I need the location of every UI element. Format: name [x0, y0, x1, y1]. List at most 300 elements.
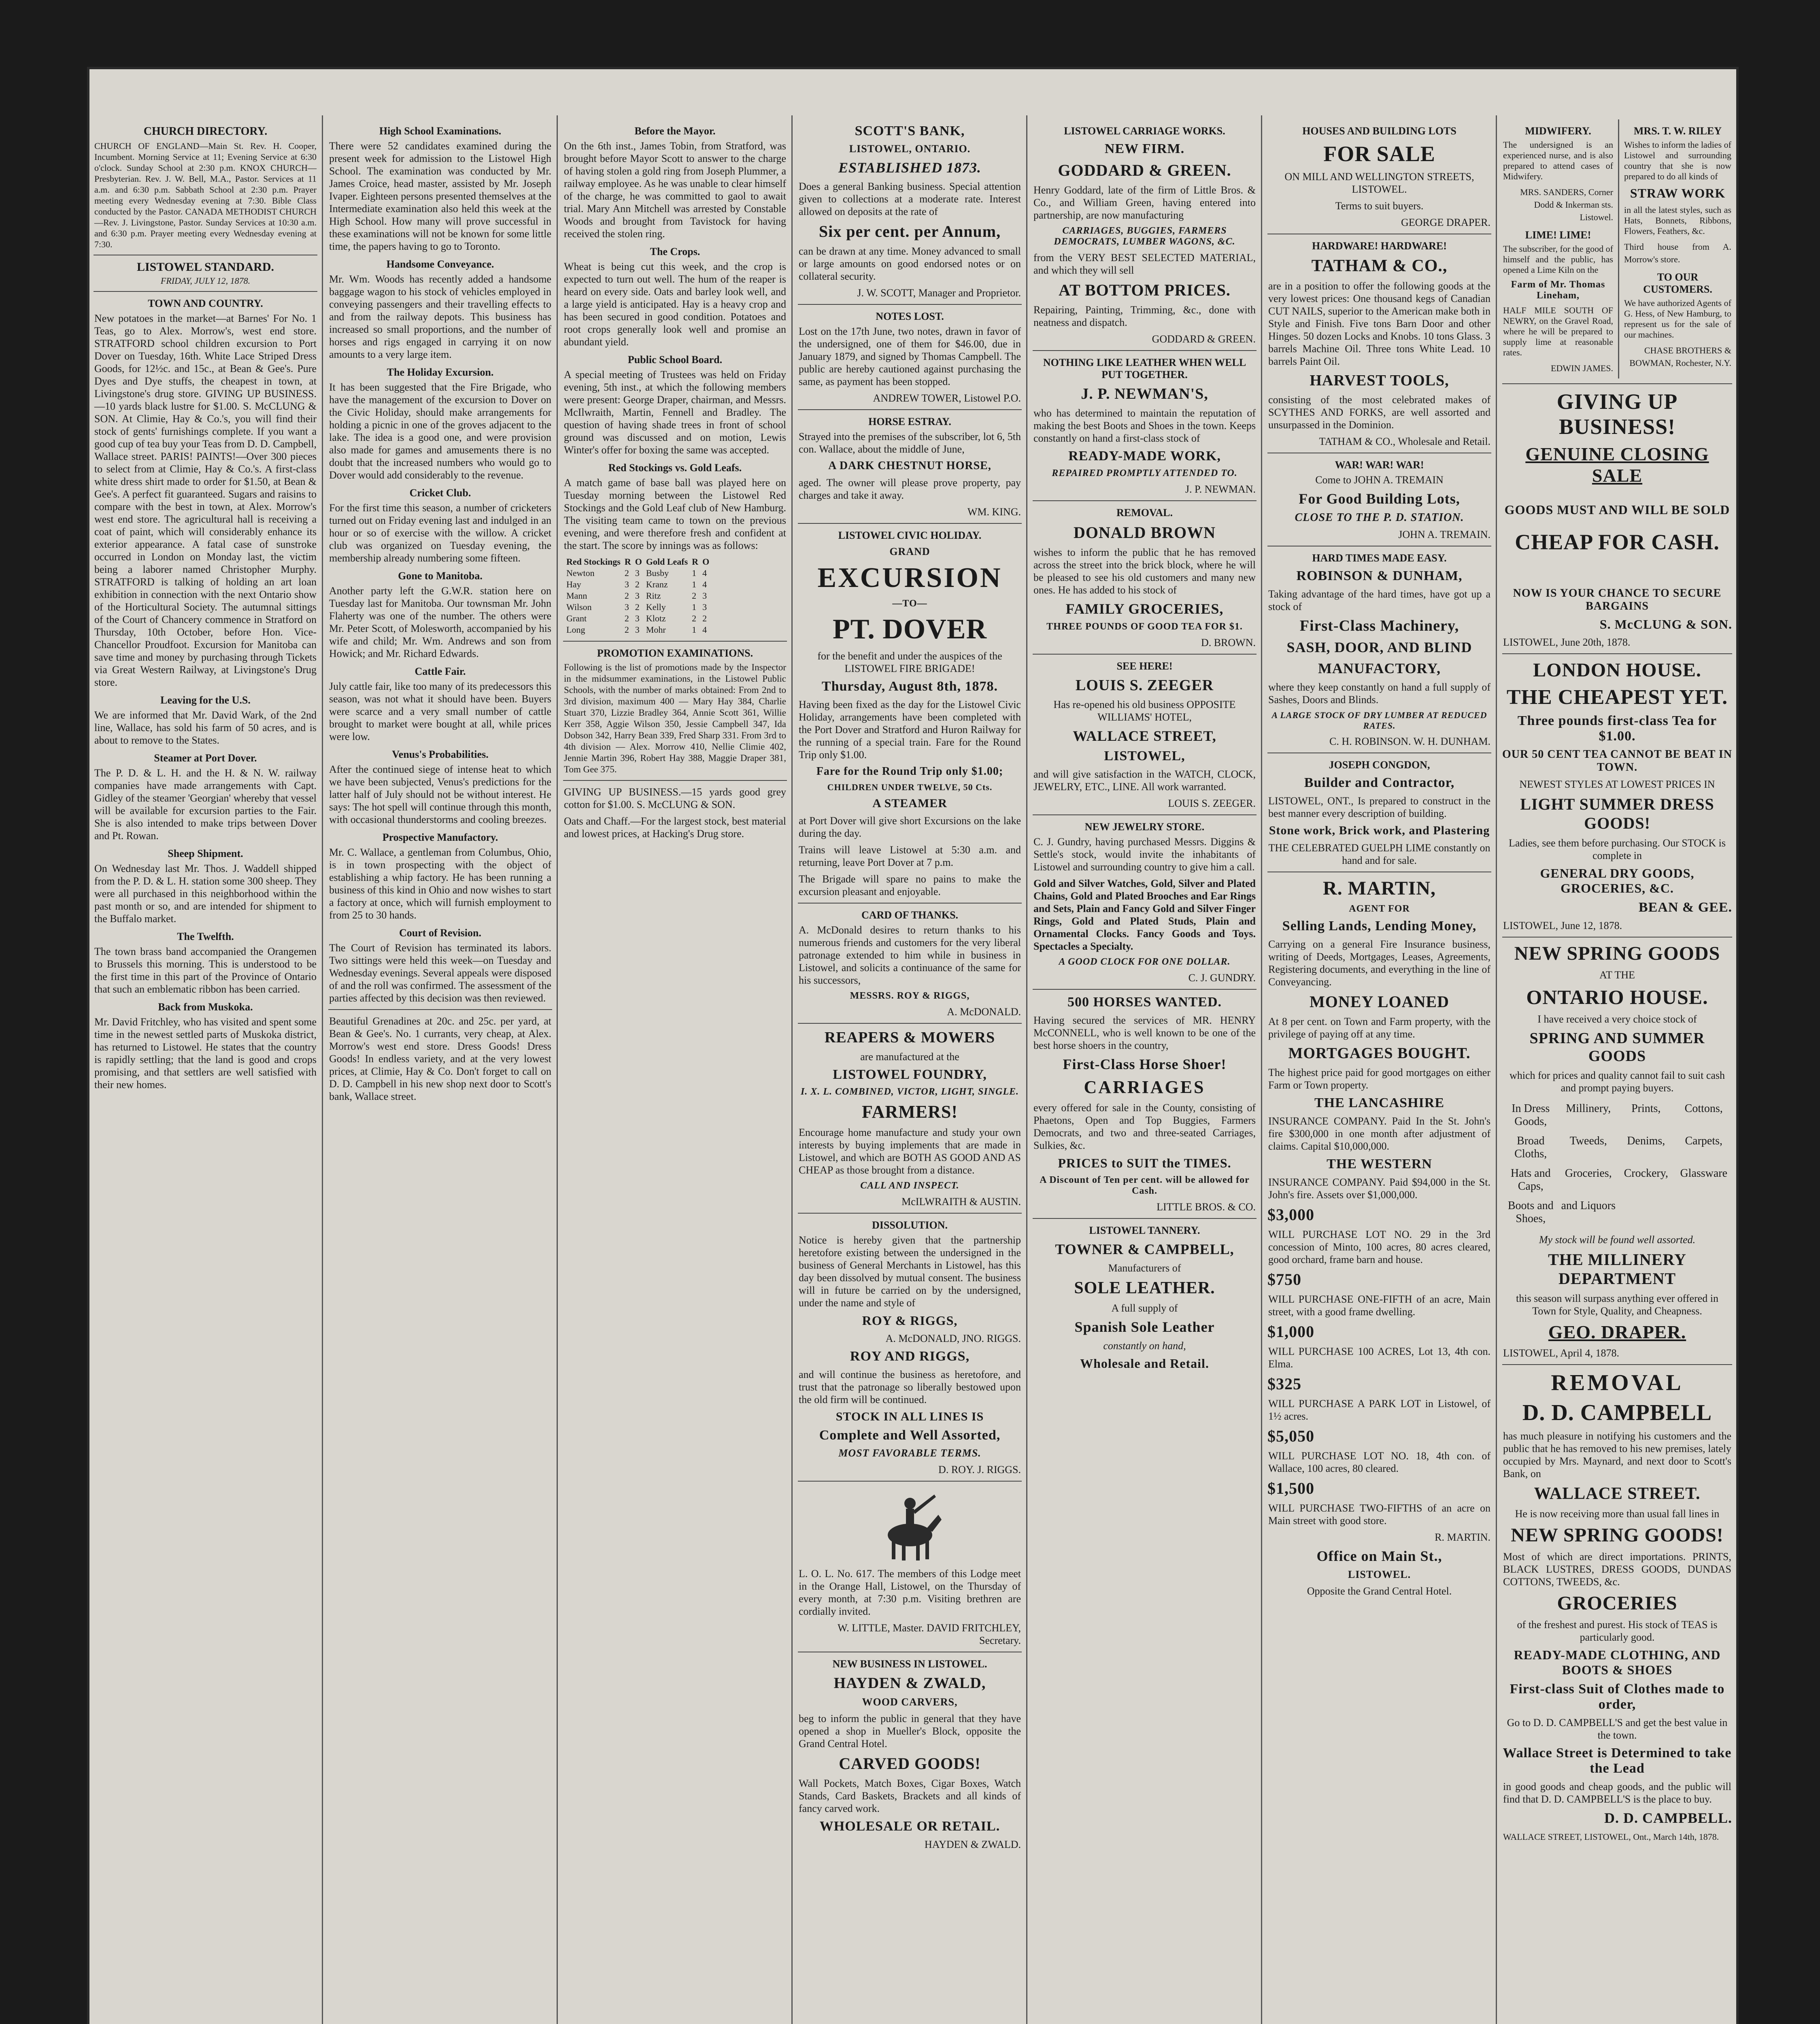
- column-6: [1265, 119, 1494, 2024]
- excursion-date: Thursday, August 8th, 1878.: [821, 679, 998, 694]
- ad-text: WILL PURCHASE A PARK LOT in Listowel, of 1½ acres.: [1268, 1398, 1490, 1422]
- article-heading: The Holiday Excursion.: [387, 366, 494, 378]
- ad-display-line: First-Class Horse Shoer!: [1063, 1056, 1227, 1072]
- score-cell: O: [702, 557, 710, 567]
- excursion-fare: Fare for the Round Trip only $1.00;: [816, 765, 1004, 778]
- ad-text: Go to D. D. CAMPBELL'S and get the best value in the town.: [1507, 1717, 1728, 1741]
- article-text: Mr. C. Wallace, a gentleman from Columbus, Ohio, is in town prospecting with the object of establishing a whip factory. He has been running a business of this kind in Ohio and now wishes to start a factory at once, which will furnish employment to from 25 to 30 hands.: [329, 846, 551, 921]
- ad-text: A full supply of: [1111, 1302, 1178, 1314]
- ad-text: Wall Pockets, Match Boxes, Cigar Boxes, Watch Stands, Card Baskets, Brackets and all kinds of fancy carved work.: [799, 1777, 1021, 1814]
- score-row: [565, 591, 711, 601]
- ad-display-line: Selling Lands, Lending Money,: [1282, 918, 1477, 933]
- ad-text: from the VERY BEST SELECTED MATERIAL, and which they will sell: [1033, 252, 1256, 276]
- ad-text: Having secured the services of MR. HENRY McCONNELL, who is well known to be one of the best horse shoers in the country,: [1033, 1014, 1256, 1051]
- goods-item: Prints,: [1631, 1102, 1661, 1115]
- ad-text: Lost on the 17th June, two notes, drawn in favor of the undersigned, one of them for $46.00, due in January 1879, and signed by Thomas Campbell. The public are hereby cautioned against purchasing the same, as payment has been stopped.: [799, 325, 1021, 387]
- ad-signature: C. H. ROBINSON. W. H. DUNHAM.: [1329, 736, 1490, 747]
- ad-signature: JOHN A. TREMAIN.: [1398, 529, 1490, 540]
- ad-text: Strayed into the premises of the subscriber, lot 6, 5th con. Wallace, about the middle of June,: [799, 431, 1021, 455]
- score-cell: 3: [702, 591, 707, 601]
- ad-display-line: For Good Building Lots,: [1299, 491, 1460, 507]
- ad-display-line: HAYDEN & ZWALD,: [833, 1675, 986, 1692]
- horseman-icon: [878, 1486, 942, 1563]
- score-row: [565, 602, 711, 612]
- ad-display-line: WALLACE STREET.: [1534, 1484, 1701, 1503]
- score-cell: Klotz: [646, 613, 666, 623]
- newspaper-page: [87, 67, 1739, 2024]
- article-text: The town brass band accompanied the Orangemen to Brussels this morning. This is understood to be the first time in this part of the Province of Ontario that such an emblematic ribbon has been carried.: [94, 946, 317, 995]
- score-cell: 2: [635, 579, 640, 589]
- column-1: [91, 119, 320, 2024]
- goods-item: Millinery,: [1566, 1102, 1611, 1115]
- ad-display-line: I. X. L. COMBINED, VICTOR, LIGHT, SINGLE.: [800, 1086, 1019, 1097]
- ad-display-line: WHOLESALE OR RETAIL.: [819, 1819, 1000, 1834]
- ad-display-line: CHILDREN UNDER TWELVE, 50 Cts.: [827, 782, 993, 792]
- ad-display-line: J. P. NEWMAN'S,: [1081, 385, 1208, 402]
- ad-text: this season will surpass anything ever offered in Town for Style, Quality, and Cheapness.: [1516, 1293, 1718, 1317]
- ad-display-line: TATHAM & CO.,: [1311, 257, 1448, 275]
- ad-text: where they keep constantly on hand a full supply of Sashes, Doors and Blinds.: [1268, 681, 1490, 706]
- ad-heading: NEW JEWELRY STORE.: [1084, 821, 1205, 833]
- ad-heading: NEW BUSINESS IN LISTOWEL.: [832, 1658, 987, 1670]
- ad-display-line: SASH, DOOR, AND BLIND: [1286, 639, 1472, 655]
- bank-place: LISTOWEL, ONTARIO.: [849, 143, 971, 155]
- divider: [798, 903, 1022, 904]
- ad-text: for the benefit and under the auspices of the LISTOWEL FIRE BRIGADE!: [817, 650, 1002, 674]
- score-cell: 2: [702, 613, 707, 623]
- goods-item: Boots and Shoes,: [1507, 1199, 1554, 1225]
- article-text: The P. D. & L. H. and the H. & N. W. railway companies have made arrangements with Capt. Gidley of the steamer 'Georgian' whereby that vessel will be available for excursion parties to the Fair. She is also intended to make trips between Dover and Pt. Rowan.: [94, 767, 317, 842]
- bank-text: Does a general Banking business. Special attention given to collections at a moderate rate. Interest allowed on deposits at the rate of: [799, 181, 1021, 217]
- score-cell: Newton: [566, 568, 595, 578]
- ad-text: The highest price paid for good mortgages on either Farm or Town property.: [1268, 1067, 1490, 1091]
- column-rule: [1026, 115, 1027, 2024]
- ad-display-line: ROY & RIGGS,: [862, 1313, 958, 1328]
- ad-text: at Port Dover will give short Excursions on the lake during the day.: [799, 815, 1021, 839]
- goods-item: Crockery,: [1624, 1167, 1668, 1180]
- goods-item: Cottons,: [1684, 1102, 1723, 1115]
- ad-display-line: CALL AND INSPECT.: [860, 1180, 959, 1191]
- price-tag: $3,000: [1267, 1205, 1314, 1224]
- article-heading: High School Examinations.: [379, 125, 502, 137]
- article-heading: The Twelfth.: [177, 931, 234, 942]
- ad-heading: HORSE ESTRAY.: [868, 416, 951, 427]
- ad-display-line: LIGHT SUMMER DRESS GOODS!: [1520, 795, 1714, 832]
- score-cell: 4: [702, 579, 707, 589]
- article-text: There were 52 candidates examined during the present week for admission to the Listowel High School. The examination was conducted by Mr. James Croice, head master, assisted by Mr. Joseph Ivaper. Eighteen persons presented themselves at the Intermediate examination also held this week at the High School. How many will prove successful in these examinations will not be known for some little time, the papers having to go to Toronto.: [329, 140, 551, 252]
- article-text: It has been suggested that the Fire Brigade, who have the management of the excursion to Dover on the Civic Holiday, should make arrangements for holding a picnic in one of the groves adjacent to the lake. The idea is a good one, and were provision also made for games and amusements there is no doubt that the increased numbers who would go to Dover would add considerably to the revenue.: [329, 381, 551, 481]
- ad-text: WILL PURCHASE ONE-FIFTH of an acre, Main street, with a good frame dwelling.: [1268, 1293, 1490, 1318]
- ad-text: Third house from A. Morrow's store.: [1624, 242, 1731, 264]
- ad-display-line: LOUIS S. ZEEGER: [1075, 677, 1214, 694]
- ad-text: NEWEST STYLES AT LOWEST PRICES IN: [1519, 778, 1715, 790]
- score-row: [565, 557, 711, 567]
- score-cell: 4: [702, 568, 707, 578]
- ad-signature: MRS. SANDERS, Corner Dodd & Inkerman sts. Listowel.: [1520, 187, 1613, 222]
- ad-signature: ANDREW TOWER, Listowel P.O.: [873, 392, 1021, 404]
- ad-text: of the freshest and purest. His stock of TEAS is particularly good.: [1517, 1619, 1718, 1643]
- local-ads-text: Beautiful Grenadines at 20c. and 25c. per yard, at Bean & Gee's. No. 1 currants, very cheap, at Alex. Morrow's west end store. Dress Goods! Dress Goods! In endless variety, and at the very lowest prices, at Climie, Hay & Co. Don't forget to call on D. D. Campbell in his new shop next door to Scott's bank, Wallace street.: [329, 1015, 551, 1102]
- article-text: Mr. David Fritchley, who has visited and spent some time in the newest settled parts of Muskoka district, has returned to Listowel. He states that the country is rapidly settling; that the land is good and crops promising, and that settlers are well satisfied with their new homes.: [94, 1016, 317, 1091]
- ad-text: who has determined to maintain the reputation of making the best Boots and Shoes in the town. Keeps constantly on hand a first-class stock of: [1033, 407, 1256, 444]
- divider: [1502, 653, 1732, 654]
- bank-title: SCOTT'S BANK,: [855, 123, 965, 138]
- ad-display-line: R. MARTIN,: [1323, 878, 1436, 899]
- local-ad: Oats and Chaff.—For the largest stock, best material and lowest prices, at Hacking's Drug store.: [564, 815, 786, 840]
- ad-display-line: Office on Main St.,: [1316, 1548, 1442, 1564]
- promotion-text: Following is the list of promotions made by the Inspector in the midsummer examinations, in the Listowel Public Schools, with the number of marks obtained: From 2nd to 3rd division, maximum 400 — Mary Hay 384, Charlie Stuart 370, Lizzie Bradley 364, Annie Scott 361, Willie Kerr 358, Aggie Wilson 350, Jessie Campbell 347, Ida Dobson 342, Harry Bean 339, Fred Sharp 331. From 3rd to 4th division — Alex. Morrow 410, Nellie Climie 402, Jennie Martin 396, Robert Hay 388, Maggie Draper 381, Tom Gee 375.: [564, 662, 786, 774]
- ad-display-line: WOOD CARVERS,: [862, 1696, 958, 1708]
- article-text: After the continued siege of intense heat to which we have been subjected, Venus's predictions for the latter half of July should not be without interest. He says: The hot spell will continue through this month, with occasional thunderstorms and cooling breezes.: [329, 763, 551, 825]
- church-heading: CHURCH DIRECTORY.: [143, 125, 268, 138]
- ad-display-line: GEO. DRAPER.: [1548, 1322, 1686, 1342]
- goods-item: Glassware: [1680, 1167, 1728, 1180]
- article-heading: Prospective Manufactory.: [382, 831, 498, 843]
- price-tag: $1,500: [1267, 1479, 1314, 1497]
- ad-text: which for prices and quality cannot fail to suit cash and prompt paying buyers.: [1509, 1069, 1725, 1094]
- score-row: [565, 613, 711, 624]
- divider: [563, 641, 787, 642]
- goods-item: Carpets,: [1685, 1135, 1723, 1147]
- ad-display-line: THE CHEAPEST YET.: [1506, 686, 1728, 709]
- column-rule: [791, 115, 793, 2024]
- ad-text: Having been fixed as the day for the Listowel Civic Holiday, arrangements have been completed with the Port Dover and Stratford and Huron Railway for the running of a special train. Fare for the Round Trip only $1.00.: [799, 699, 1021, 761]
- bank-established: ESTABLISHED 1873.: [838, 159, 982, 176]
- ad-display-line: TOWNER & CAMPBELL,: [1055, 1241, 1234, 1257]
- score-cell: Wilson: [566, 602, 592, 612]
- article-heading: Back from Muskoka.: [158, 1001, 253, 1013]
- ad-text: and will give satisfaction in the WATCH, CLOCK, JEWELRY, ETC., LINE. All work warranted.: [1033, 768, 1256, 793]
- article-heading: Venus's Probabilities.: [392, 748, 489, 760]
- dateline: FRIDAY, JULY 12, 1878.: [160, 276, 251, 286]
- ad-display-line: STRAW WORK: [1630, 186, 1726, 200]
- article-text: On Wednesday last Mr. Thos. J. Waddell shipped from the P. D. & L. H. station some 300 sheep. They were all purchased in this neighborhood within the past month or so, and are intended for shipment to the Buffalo market.: [94, 863, 317, 925]
- ad-text: Repairing, Painting, Trimming, &c., done with neatness and dispatch.: [1033, 304, 1256, 328]
- ad-display-line: FARMERS!: [862, 1102, 958, 1122]
- divider: [1033, 989, 1257, 990]
- column-7: [1500, 119, 1735, 2024]
- top-small-ads: [1500, 119, 1735, 378]
- score-cell: 1: [692, 625, 697, 635]
- ad-heading: NOTES LOST.: [876, 310, 944, 322]
- article-heading: Gone to Manitoba.: [398, 570, 483, 582]
- ad-text: every offered for sale in the County, consisting of Phaetons, Open and Top Buggies, Farmers Democrats, and two and three-seated Carriages, Sulkies, &c.: [1033, 1102, 1256, 1151]
- article-text: July cattle fair, like too many of its predecessors this season, was not what it should have been. Buyers were scarce and a very small number of cattle brought to market were bought at all, while prices were low.: [329, 680, 551, 742]
- ad-display-line: Spanish Sole Leather: [1074, 1319, 1215, 1335]
- score-cell: 3: [635, 613, 640, 623]
- score-cell: Grant: [566, 613, 587, 623]
- ad-signature: GODDARD & GREEN.: [1152, 333, 1256, 345]
- ad-text: consisting of the most celebrated makes of SCYTHES AND FORKS, are well assorted and unsurpassed in the Dominion.: [1268, 394, 1490, 431]
- article-heading: Leaving for the U.S.: [160, 694, 251, 706]
- ad-text: Carrying on a general Fire Insurance business, writing of Deeds, Mortgages, Leases, Agreements, Registering documents, and everything in the line of Conveyancing.: [1268, 938, 1490, 988]
- ad-text: We have authorized Agents of G. Hess, of New Hamburg, to represent us for the sale of our machines.: [1624, 298, 1731, 340]
- article-heading: Cattle Fair.: [415, 665, 466, 677]
- ad-signature: A. McDONALD.: [947, 1006, 1021, 1018]
- score-cell: Busby: [646, 568, 669, 578]
- score-cell: 2: [692, 591, 697, 601]
- ad-heading: LISTOWEL CIVIC HOLIDAY.: [838, 529, 982, 541]
- score-row: [565, 579, 711, 590]
- ad-text: INSURANCE COMPANY. Paid In the St. John's fire $300,000 in one month after adjustment of claims. Capital $10,000,000.: [1268, 1115, 1490, 1152]
- ad-display-line: HARVEST TOOLS,: [1310, 372, 1449, 389]
- ad-text: and will continue the business as heretofore, and trust that the patronage so liberally bestowed upon the old firm will be continued.: [799, 1369, 1021, 1405]
- score-cell: 4: [702, 625, 707, 635]
- article-heading: Steamer at Port Dover.: [154, 752, 257, 764]
- article-heading: Public School Board.: [627, 354, 723, 366]
- ad-display-line: GODDARD & GREEN.: [1058, 161, 1231, 179]
- ad-signature: J. P. NEWMAN.: [1185, 483, 1256, 495]
- ad-display-line: GENUINE CLOSING SALE: [1525, 444, 1709, 486]
- ad-display-line: STOCK IN ALL LINES IS: [836, 1410, 984, 1423]
- ad-display-line: ONTARIO HOUSE.: [1526, 986, 1708, 1008]
- ad-signature: WM. KING.: [967, 506, 1021, 518]
- article-heading: Cricket Club.: [409, 487, 471, 499]
- ad-display-line: A GOOD CLOCK FOR ONE DOLLAR.: [1059, 957, 1231, 967]
- ad-display-line: OUR 50 CENT TEA CANNOT BE BEAT IN TOWN.: [1502, 748, 1732, 774]
- score-cell: O: [635, 557, 642, 567]
- divider: [1033, 500, 1257, 501]
- ad-display-line: LISTOWEL,: [1104, 748, 1185, 763]
- ad-heading: TO OUR CUSTOMERS.: [1643, 271, 1712, 295]
- ad-display-line: NEW SPRING GOODS!: [1511, 1524, 1724, 1546]
- divider: [798, 523, 1022, 524]
- ad-text: Opposite the Grand Central Hotel.: [1307, 1585, 1452, 1597]
- ad-signature: CHASE BROTHERS & BOWMAN, Rochester, N.Y.: [1629, 345, 1731, 368]
- article-heading: Before the Mayor.: [634, 125, 716, 137]
- ad-text: Notice is hereby given that the partnership heretofore existing between the undersigned in the business of General Merchants in Listowel, has this day been dissolved by mutual consent. The business will in future be carried on by the undersigned, under the name and style of: [799, 1234, 1021, 1309]
- score-cell: 2: [624, 625, 629, 635]
- ad-date: LISTOWEL, June 20th, 1878.: [1503, 636, 1631, 648]
- column-rule: [322, 115, 323, 2024]
- ad-display-line: MANUFACTORY,: [1318, 660, 1441, 676]
- ad-text: are manufactured at the: [860, 1051, 959, 1063]
- ad-display-line: S. McCLUNG & SON.: [1599, 617, 1732, 631]
- ad-text: WILL PURCHASE LOT NO. 18, 4th con. of Wallace, 100 acres, 80 cleared.: [1268, 1450, 1490, 1474]
- score-cell: 2: [624, 613, 629, 623]
- column-4: [795, 119, 1024, 2024]
- score-cell: 2: [624, 568, 629, 578]
- foundry-name: LISTOWEL FOUNDRY,: [833, 1067, 987, 1082]
- divider: [1033, 1218, 1257, 1219]
- ad-text: Gold and Silver Watches, Gold, Silver and Plated Chains, Gold and Plated Brooches and Ear Rings and Sets, Plain and Fancy Gold and Silver Finger Rings, Gold and Plated Studs, Plain and Ornamental Clocks. Fancy Goods and Toys. Spectacles a Specialty.: [1033, 878, 1256, 952]
- ad-display-line: Three pounds first-class Tea for $1.00.: [1517, 713, 1717, 744]
- excursion-title: EXCURSION: [817, 562, 1002, 593]
- article-heading: Handsome Conveyance.: [386, 258, 494, 270]
- ad-signature: HAYDEN & ZWALD.: [924, 1839, 1021, 1850]
- divider: [798, 1213, 1022, 1214]
- ad-heading: HOUSES AND BUILDING LOTS: [1302, 125, 1456, 137]
- ad-display-line: 500 HORSES WANTED.: [1067, 995, 1222, 1010]
- masthead: LISTOWEL STANDARD.: [137, 260, 274, 274]
- ad-text: HALF MILE SOUTH OF NEWRY, on the Gravel Road, where he will be prepared to supply lime at reasonable rates.: [1503, 305, 1613, 357]
- ad-display-line: NEW SPRING GOODS: [1514, 943, 1720, 964]
- price-tag: $325: [1267, 1375, 1301, 1393]
- score-cell: 3: [635, 591, 640, 601]
- ad-text: LISTOWEL, ONT., Is prepared to construct in the best manner every description of building.: [1268, 795, 1490, 819]
- ad-text: My stock will be found well assorted.: [1539, 1234, 1696, 1246]
- ad-display-line: CARRIAGES, BUGGIES, FARMERS DEMOCRATS, LUMBER WAGONS, &C.: [1054, 225, 1235, 247]
- ad-heading: NOTHING LIKE LEATHER WHEN WELL PUT TOGETHER.: [1043, 357, 1246, 381]
- ad-signature: LOUIS S. ZEEGER.: [1168, 797, 1256, 809]
- ad-text: The undersigned is an experienced nurse, and is also prepared to attend cases of Midwifery.: [1503, 140, 1613, 181]
- score-cell: Ritz: [646, 591, 661, 601]
- ad-text: Henry Goddard, late of the firm of Little Bros. & Co., and William Green, having entered into partnership, are now manufacturing: [1033, 184, 1256, 221]
- ad-display-line: NOW IS YOUR CHANCE TO SECURE BARGAINS: [1513, 587, 1722, 612]
- ad-display-line: GENERAL DRY GOODS, GROCERIES, &C.: [1540, 866, 1695, 895]
- score-cell: 1: [692, 579, 697, 589]
- ad-signature: GEORGE DRAPER.: [1401, 217, 1490, 228]
- ad-text: At 8 per cent. on Town and Farm property, with the privilege of paying off at any time.: [1268, 1016, 1490, 1040]
- ad-display-line: THE LANCASHIRE: [1314, 1095, 1444, 1110]
- ad-signature: D. ROY. J. RIGGS.: [938, 1464, 1021, 1475]
- ad-text: Taking advantage of the hard times, have got up a stock of: [1268, 588, 1490, 612]
- ad-display-line: LONDON HOUSE.: [1533, 659, 1701, 681]
- ad-text: Encourage home manufacture and study your own interests by buying implements that are made in Listowel, and which are BOTH AS GOOD AND AS CHEAP as those brought from a distance.: [799, 1127, 1021, 1176]
- ad-display-line: AT BOTTOM PRICES.: [1059, 281, 1231, 299]
- lodge-text: L. O. L. No. 617. The members of this Lodge meet in the Orange Hall, Listowel, on the Thursday of every month, at 7:30 p.m. Visiting brethren are cordially invited.: [799, 1568, 1021, 1617]
- ad-heading: LIME! LIME!: [1525, 229, 1591, 241]
- ad-display-line: GRAND: [889, 546, 930, 557]
- score-cell: R: [692, 557, 699, 567]
- ad-text: beg to inform the public in general that they have opened a shop in Mueller's Block, opposite the Grand Central Hotel.: [799, 1713, 1021, 1750]
- promotion-heading: PROMOTION EXAMINATIONS.: [597, 647, 753, 659]
- ad-heading: HARD TIMES MADE EASY.: [1312, 552, 1447, 564]
- ad-text: The Brigade will spare no pains to make the excursion pleasant and enjoyable.: [799, 873, 1021, 897]
- article-heading: Court of Revision.: [399, 927, 481, 939]
- ad-display-line: MOST FAVORABLE TERMS.: [838, 1447, 981, 1459]
- ad-display-line: THE MILLINERY DEPARTMENT: [1548, 1250, 1686, 1288]
- town-heading: TOWN AND COUNTRY.: [148, 298, 263, 309]
- article-text: On the 6th inst., James Tobin, from Stratford, was brought before Mayor Scott to answer to the charge of having stolen a gold ring from Joseph Plummer, a railway employee. As he was unable to clear himself of the charge, he was committed to gaol to await trial. Mary Ann Mitchell was arrested by Constable Woods and brought from Tavistock for having received the stolen ring.: [564, 140, 786, 240]
- ad-signature: LITTLE BROS. & CO.: [1157, 1201, 1256, 1213]
- divider: [1033, 814, 1257, 815]
- goods-item: In Dress Goods,: [1512, 1102, 1550, 1128]
- ad-display-line: NEW FIRM.: [1104, 141, 1185, 156]
- divider: [1033, 350, 1257, 351]
- ad-text: constantly on hand,: [1103, 1340, 1186, 1352]
- excursion-destination: PT. DOVER: [832, 614, 987, 645]
- ad-text: are in a position to offer the following goods at the very lowest prices: One thousand kegs of Canadian CUT NAILS, superior to the American make both in Style and Finish. Five tons Barn Door and other Hinges. 50 dozen Locks and Knobs. 10 tons Glass. 3 barrels Machine Oil. Three tons White Lead. 10 barrels Paint Oil.: [1268, 280, 1490, 367]
- ad-display-line: REPAIRED PROMPTLY ATTENDED TO.: [1052, 468, 1237, 478]
- ad-text: aged. The owner will please prove property, pay charges and take it away.: [799, 477, 1021, 501]
- ad-date: LISTOWEL, June 12, 1878.: [1503, 920, 1622, 931]
- bank-text: can be drawn at any time. Money advanced to small or large amounts on good endorsed notes or on collateral security.: [799, 245, 1021, 282]
- ad-date: WALLACE STREET, LISTOWEL, Ont., March 14th, 1878.: [1503, 1832, 1719, 1842]
- ad-display-line: ROBINSON & DUNHAM,: [1296, 568, 1463, 583]
- score-cell: Mohr: [646, 625, 666, 635]
- goods-item: Denims,: [1627, 1135, 1665, 1147]
- ad-display-line: Builder and Contractor,: [1304, 775, 1455, 790]
- ad-display-line: A LARGE STOCK OF DRY LUMBER AT REDUCED RATES.: [1271, 710, 1487, 731]
- goods-item: Hats and Caps,: [1510, 1167, 1551, 1193]
- article-text: Mr. Wm. Woods has recently added a handsome baggage wagon to his stock of vehicles employed in conveying passengers and their travelling effects to and from the railway depots. This business has increased so small proportions, and the number of horses and rigs engaged in carrying it on now amounts to a very large item.: [329, 273, 551, 360]
- score-cell: 3: [624, 602, 629, 612]
- ad-text: Wishes to inform the ladies of Listowel and surrounding country that she is now prepared to do all kinds of: [1624, 140, 1731, 181]
- ad-display-line: D. D. CAMPBELL: [1522, 1400, 1712, 1425]
- ad-display-line: MONEY LOANED: [1310, 993, 1449, 1011]
- ad-display-line: READY-MADE WORK,: [1068, 449, 1221, 463]
- ad-display-line: ROY AND RIGGS,: [850, 1349, 970, 1364]
- score-cell: 2: [692, 613, 697, 623]
- ad-display-line: LISTOWEL.: [1348, 1569, 1411, 1580]
- divider: [798, 304, 1022, 305]
- ad-display-line: CHEAP FOR CASH.: [1515, 530, 1720, 554]
- ad-display-line: CARVED GOODS!: [839, 1754, 981, 1773]
- ad-heading: CARD OF THANKS.: [861, 909, 959, 921]
- article-heading: The Crops.: [650, 246, 700, 257]
- ad-text: WILL PURCHASE TWO-FIFTHS of an acre on Main street with good store.: [1268, 1502, 1490, 1527]
- ad-text: in good goods and cheap goods, and the public will find that D. D. CAMPBELL'S is the place to buy.: [1503, 1781, 1731, 1805]
- ad-display-line: BEAN & GEE.: [1638, 900, 1732, 915]
- divider: [563, 780, 787, 781]
- ad-display-line: CLOSE TO THE P. D. STATION.: [1295, 511, 1464, 524]
- reapers-title: REAPERS & MOWERS: [824, 1029, 995, 1046]
- ad-display-line: CARRIAGES: [1084, 1077, 1206, 1097]
- article-text: Wheat is being cut this week, and the crop is expected to turn out well. The hum of the reaper is heard on every side. Oats and barley look well, and a large yield is anticipated. Hay is a heavy crop and has been secured in good condition. Potatoes and root crops generally look well and promise an abundant yield.: [564, 261, 786, 348]
- ad-heading: WAR! WAR! WAR!: [1335, 459, 1424, 471]
- score-cell: 3: [635, 625, 640, 635]
- ad-text: WILL PURCHASE LOT NO. 29 in the 3rd concession of Minto, 100 acres, 80 acres cleared, good orchard, frame barn and house.: [1268, 1229, 1490, 1265]
- ad-display-line: Wholesale and Retail.: [1080, 1356, 1209, 1371]
- score-cell: Red Stockings: [566, 557, 621, 567]
- local-ad: GIVING UP BUSINESS.—15 yards good grey cotton for $1.00. S. McCLUNG & SON.: [564, 786, 786, 810]
- score-cell: 2: [635, 602, 640, 612]
- score-cell: 1: [692, 568, 697, 578]
- article-text: A match game of base ball was played here on Tuesday morning between the Listowel Red Stockings and the Gold Leaf club of New Hamburg. The visiting team came to town on the previous evening, and were therefore fresh and confident at the start. The score by innings was as follows:: [564, 477, 786, 551]
- ad-text: Most of which are direct importations. PRINTS, BLACK LUSTRES, DRESS GOODS, DUNDAS COTTONS, TWEEDS, &c.: [1503, 1551, 1731, 1588]
- ad-display-line: Wallace Street is Determined to take the Lead: [1503, 1745, 1732, 1776]
- ad-heading: LISTOWEL TANNERY.: [1089, 1225, 1200, 1236]
- score-cell: Kranz: [646, 579, 668, 589]
- divider: [1502, 937, 1732, 938]
- ad-text: Terms to suit buyers.: [1335, 200, 1424, 212]
- ad-text: THE CELEBRATED GUELPH LIME constantly on hand and for sale.: [1268, 842, 1490, 866]
- column-rule: [557, 115, 558, 2024]
- ad-display-line: A DARK CHESTNUT HORSE,: [828, 459, 991, 472]
- ad-display-line: Stone work, Brick work, and Plastering: [1269, 824, 1490, 837]
- ad-display-line: Complete and Well Assorted,: [819, 1428, 1001, 1443]
- ad-text: Come to JOHN A. TREMAIN: [1315, 474, 1444, 486]
- ad-text: I have received a very choice stock of: [1537, 1013, 1697, 1025]
- ad-display-line: First-class Suit of Clothes made to order,: [1510, 1682, 1725, 1712]
- ad-signature: TATHAM & CO., Wholesale and Retail.: [1319, 436, 1490, 447]
- ad-display-line: D. D. CAMPBELL.: [1604, 1810, 1732, 1826]
- price-tag: $1,000: [1267, 1322, 1314, 1341]
- score-cell: 3: [624, 579, 629, 589]
- ad-heading: HARDWARE! HARDWARE!: [1312, 240, 1447, 252]
- ad-signature: A. McDONALD, JNO. RIGGS.: [885, 1333, 1021, 1344]
- score-row: [565, 568, 711, 578]
- ad-text: AT THE: [1599, 969, 1635, 981]
- ad-display-line: A STEAMER: [872, 797, 947, 810]
- ad-display-line: MORTGAGES BOUGHT.: [1288, 1045, 1471, 1062]
- ad-text: Trains will leave Listowel at 5:30 a.m. and returning, leave Port Dover at 7 p.m.: [799, 844, 1021, 868]
- column-rule: [1261, 115, 1262, 2024]
- church-text: CHURCH OF ENGLAND—Main St. Rev. H. Cooper, Incumbent. Morning Service at 11; Evening Service at 6:30 o'clock. Sunday School at 2:30 p.m. KNOX CHURCH—Presbyterian. Rev. J. W. Bell, M.A., Pastor. Services at 11 a.m. and 6:30 p.m. Sabbath School at 2:30 p.m. Prayer meeting every Wednesday evening at 7:30. Bible Class conducted by the Pastor. CANADA METHODIST CHURCH—Rev. J. Livingstone, Pastor. Sunday Services at 10:30 a.m. and 6:30 p.m. Prayer meeting every Wednesday evening at 7:30.: [94, 141, 317, 249]
- score-cell: Hay: [566, 579, 581, 589]
- goods-item: Tweeds,: [1569, 1135, 1607, 1147]
- goods-item: Broad Cloths,: [1514, 1135, 1547, 1160]
- ad-display-line: PRICES to SUIT the TIMES.: [1058, 1156, 1231, 1170]
- score-cell: 2: [624, 591, 629, 601]
- column-2: [326, 119, 555, 2024]
- ad-date: LISTOWEL, April 4, 1878.: [1503, 1347, 1619, 1359]
- goods-item: Groceries,: [1565, 1167, 1612, 1180]
- ad-text: INSURANCE COMPANY. Paid $94,000 in the St. John's fire. Assets over $1,000,000.: [1268, 1176, 1490, 1201]
- article-text: For the first time this season, a number of cricketers turned out on Friday evening last and indulged in an hour or so of exercise with the willow. A cricket club was organized on Tuesday evening, the membership already numbering some fifteen.: [329, 502, 551, 564]
- ad-signature: D. BROWN.: [1201, 637, 1256, 648]
